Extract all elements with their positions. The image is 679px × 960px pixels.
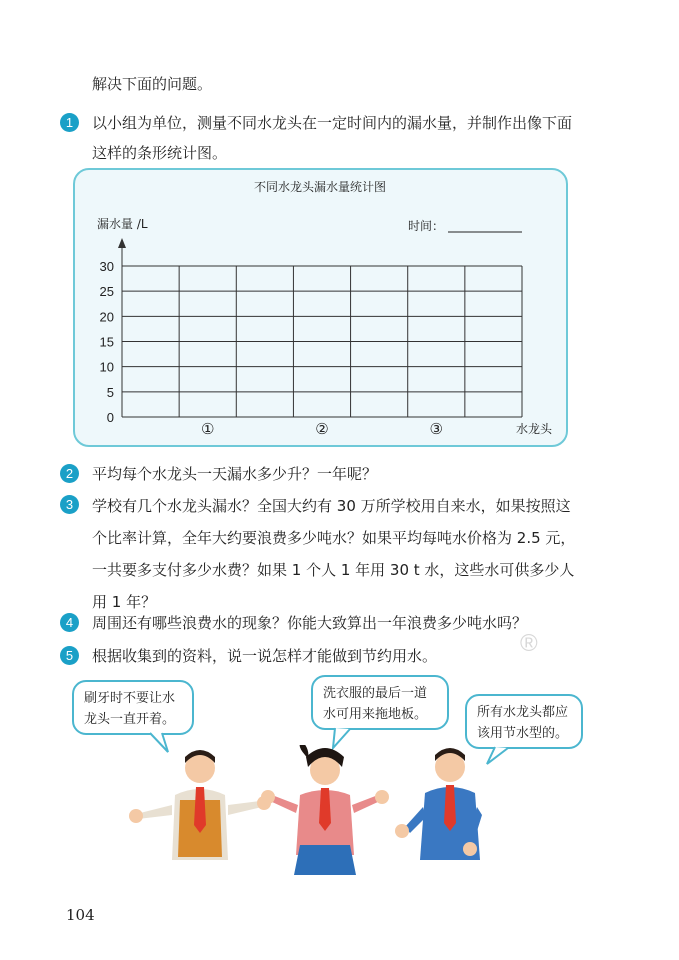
y-tick-label: 10 [99,359,114,375]
x-category-label: ② [315,420,329,438]
intro-text: 解决下面的问题。 [92,75,213,93]
bubble-text-line: 所有水龙头都应 [477,705,569,720]
boy-right-figure [395,748,482,860]
question-text-line: 平均每个水龙头一天漏水多少升？一年呢？ [92,465,378,483]
question-text-line: 根据收集到的资料，说一说怎样才能做到节约用水。 [92,647,438,665]
question-text-line: 一共要多支付多少水费？如果 1 个人 1 年用 30 t 水，这些水可供多少人 [92,561,575,579]
question-text-line: 个比率计算，全年大约要浪费多少吨水？如果平均每吨水价格为 2.5 元， [92,529,576,547]
boy-left-figure [129,750,271,860]
bubble-text-line: 洗衣服的最后一道 [323,686,428,701]
y-tick-label: 30 [99,259,114,274]
chart-title: 不同水龙头漏水量统计图 [253,180,387,194]
x-category-label: ③ [429,420,444,438]
question-text-line: 周围还有哪些浪费水的现象？你能大致算出一年浪费多少吨水吗？ [92,614,528,632]
y-tick-label: 15 [99,334,114,350]
question-number-badge: 3 [60,495,79,514]
question-number-badge: 5 [60,646,79,665]
registered-watermark: ® [520,630,538,657]
question-text-line: 这样的条形统计图。 [92,144,228,162]
bubble-text-line: 该用节水型的。 [477,726,569,741]
question-text-line: 学校有几个水龙头漏水？全国大约有 30 万所学校用自来水，如果按照这 [92,497,571,515]
question-text-line: 以小组为单位，测量不同水龙头在一定时间内的漏水量，并制作出像下面 [92,114,573,132]
time-label: 时间： [408,219,445,233]
y-tick-label: 5 [106,384,114,400]
question-text-line: 用 1 年？ [92,593,157,611]
students-illustration [120,745,520,875]
bubble-text-line: 龙头一直开着。 [84,712,176,727]
page-number: 104 [66,906,95,924]
girl-middle-figure [261,745,389,875]
bubble-text-line: 水可用来拖地板。 [323,707,428,722]
question-number-badge: 2 [60,464,79,483]
question-number-badge: 1 [60,113,79,132]
y-tick-label: 20 [99,309,114,325]
x-category-label: ① [200,420,215,438]
y-axis-label: 漏水量 /L [97,217,148,231]
bubble-text-line: 刷牙时不要让水 [84,691,176,706]
y-tick-label: 0 [106,410,114,425]
x-axis-label: 水龙头 [516,422,553,436]
y-tick-label: 25 [99,284,114,300]
question-number-badge: 4 [60,613,79,632]
